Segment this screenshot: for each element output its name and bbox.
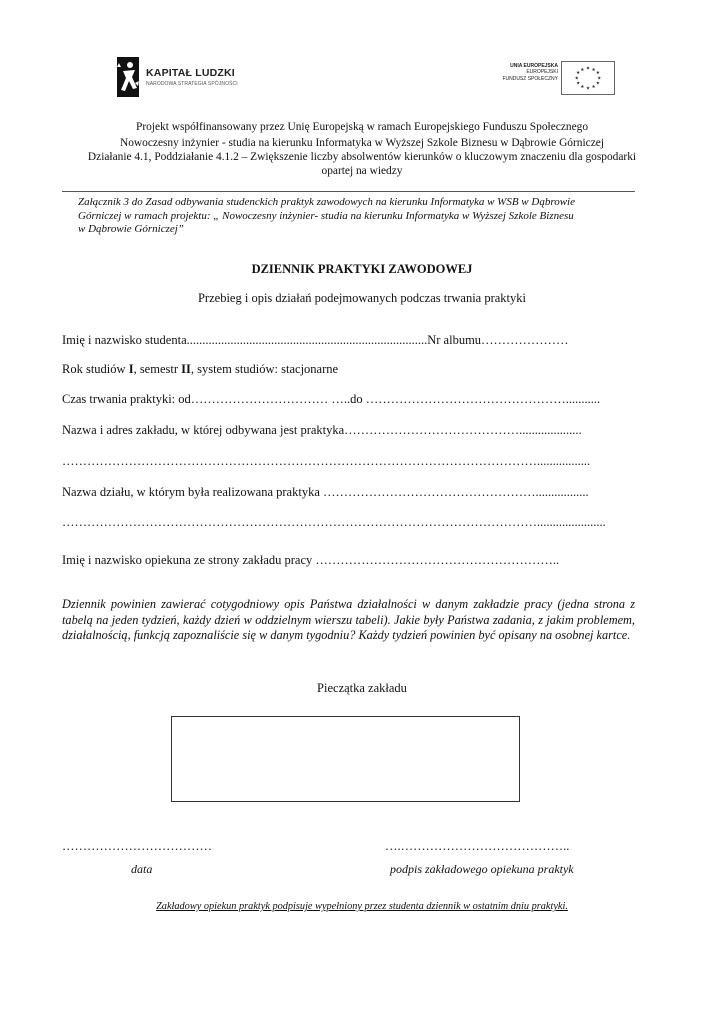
stamp-label: Pieczątka zakładu [317,681,407,695]
eu-logo-line2: EUROPEJSKI [526,69,558,76]
kapital-ludzki-logo-title: KAPITAŁ LUDZKI [146,67,235,79]
project-action-cont: opartej na wiedzy [321,165,403,177]
svg-text:★: ★ [585,86,591,92]
semester-label: , semestr [133,362,182,376]
svg-text:★: ★ [597,76,602,82]
company-field: Nazwa i adres zakładu, w której odbywana jest praktyka…………………………………….................... [62,423,582,437]
svg-text:★: ★ [585,66,591,72]
date-dots: ……………………………… [62,839,212,853]
eu-flag-icon [561,61,615,95]
svg-text:★: ★ [580,84,585,90]
instructions-note: Dziennik powinien zawierać cotygodniowy opis Państwa działalności w danym zakładzie pracy (jedna strona z tabelą na jeden tydzień, każdy dzień w oddzielnym wierszu tabeli). Jakie były Państwa zadania, z jakim problemem, działalnością, funkcją zapoznaliście się w danym tygodniu? Każdy tydzień powinien być opisany na osobnej kartce. [62,597,635,642]
header-divider [62,191,635,192]
date-label: data [131,862,153,876]
footer-note: Zakładowy opiekun praktyk podpisuje wypełniony przez studenta dziennik w ostatnim dniu praktyki. [156,901,568,912]
attachment-line: Górniczej w ramach projektu: „ Nowoczesny inżynier- studia na kierunku Informatyka w Wyższej Szkole Biznesu [78,209,574,222]
supervisor-field: Imię i nazwisko opiekuna ze strony zakładu pracy ………………………………………………….. [62,553,560,567]
study-year-label: Rok studiów [62,362,129,376]
attachment-line: w Dąbrowie Górniczej” [78,223,184,236]
svg-text:★: ★ [574,76,579,82]
kapital-ludzki-logo-icon [113,55,143,99]
eu-logo-text [480,63,558,82]
eu-logo-line3: FUNDUSZ SPOŁECZNY [502,75,558,82]
study-year-value: I [128,362,134,376]
svg-text:★: ★ [576,71,581,77]
document-subtitle: Przebieg i opis działań podejmowanych podczas trwania praktyki [197,291,527,305]
eu-logo-line1: UNIA EUROPEJSKA [510,63,558,69]
project-action: Działanie 4.1, Poddziałanie 4.1.2 – Zwiększenie liczby absolwentów kierunków o kluczowym znaczeniu dla gospodarki [87,151,637,163]
cofinance-statement: Projekt współfinansowany przez Unię Europejską w ramach Europejskiego Funduszu Społecznego [135,121,589,133]
svg-text:★: ★ [595,71,600,77]
semester-value: II [181,362,191,376]
svg-text:★: ★ [580,67,585,73]
document-title: DZIENNIK PRAKTYKI ZAWODOWEJ [251,262,473,276]
study-system: , system studiów: stacjonarne [190,362,339,376]
department-field: Nazwa działu, w którym była realizowana praktyka ……………………………………………................. [62,485,589,499]
signature-label: podpis zakładowego opiekuna praktyk [390,862,574,876]
department-field-cont: ……………………………………………………………………………………………………...................... [62,515,606,529]
svg-text:★: ★ [595,81,600,87]
student-name-field: Imię i nazwisko studenta.............................................................................Nr albumu………………… [62,333,569,347]
svg-text:★: ★ [576,81,581,87]
study-year-field [62,362,338,377]
duration-field: Czas trwania praktyki: od…………………………… …..do …………………………………………........... [62,392,601,406]
kapital-ludzki-logo-subtitle: NARODOWA STRATEGIA SPÓJNOŚCI [146,81,238,87]
company-field-cont: ……………………………………………………………………………………………………................. [62,454,591,468]
stamp-box [171,716,520,802]
project-title: Nowoczesny inżynier - studia na kierunku Informatyka w Wyższej Szkole Biznesu w Dąbrowie Górniczej [119,137,604,149]
svg-text:★: ★ [591,84,596,90]
attachment-note [78,196,634,237]
signature-dots: ….………………………………….. [385,839,570,853]
svg-text:★: ★ [591,67,596,73]
attachment-line: Załącznik 3 do Zasad odbywania studenckich praktyk zawodowych na kierunku Informatyka w WSB w Dąbrowie [78,196,575,208]
